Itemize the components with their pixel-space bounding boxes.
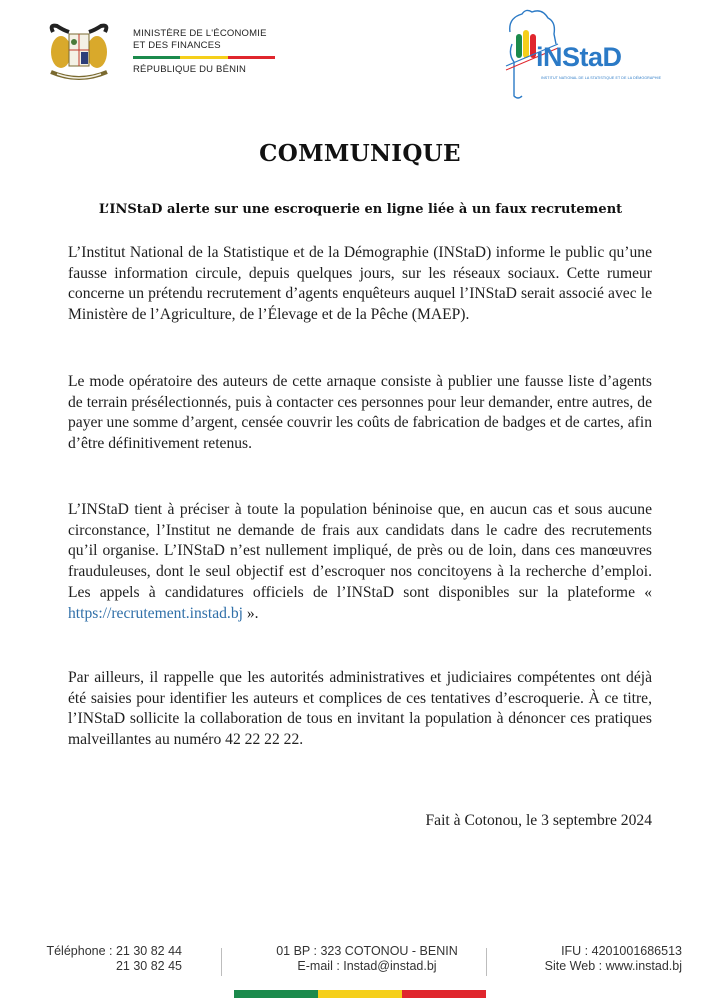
paragraph-4: Par ailleurs, il rappelle que les autorités administratives et judiciaires compétentes ont déjà été saisies pour identifier les auteurs et complices de ces tentatives d’escroquerie. À ce titre, l’INStaD sollicite la collaboration de tous en invitant la population à dénoncer ces pratiques malveillantes au numéro 42 22 22 22.	[68, 669, 652, 749]
flag-stripe	[133, 56, 275, 59]
ministry-line-1: MINISTÈRE DE L'ÉCONOMIE	[133, 28, 267, 39]
document-subtitle: L’INStaD alerte sur une escroquerie en ligne liée à un faux recrutement	[98, 202, 623, 217]
ministry-header	[45, 18, 285, 88]
footer-phone	[46, 944, 182, 974]
footer	[0, 944, 720, 978]
footer-flag-bar	[234, 990, 486, 998]
ifu-number: IFU : 4201001686513	[561, 944, 682, 958]
paragraph-1: L’Institut National de la Statistique et de la Démographie (INStaD) informe le public qu’une fausse information circule, depuis quelques jours, sur les réseaux sociaux. Cette rumeur concerne un prétendu recrutement d’agents enquêteurs auquel l’INStaD serait associé avec le Ministère de l’Agriculture, de l’Élevage et de la Pêche (MAEP).	[68, 244, 652, 324]
footer-divider	[221, 948, 222, 976]
footer-ids	[545, 944, 682, 974]
footer-address	[251, 944, 483, 974]
ministry-name	[133, 28, 275, 76]
instad-logo-text: iNStaD	[536, 42, 622, 72]
ministry-line-2: ET DES FINANCES	[133, 40, 221, 51]
instad-logo	[498, 4, 668, 104]
signoff: Fait à Cotonou, le 3 septembre 2024	[425, 812, 652, 829]
email-address: E-mail : Instad@instad.bj	[297, 959, 437, 973]
footer-divider	[486, 948, 487, 976]
paragraph-3	[68, 500, 652, 624]
instad-logo-subtitle: INSTITUT NATIONAL DE LA STATISTIQUE ET DE LA DÉMOGRAPHIE	[541, 76, 662, 80]
document-title: COMMUNIQUE	[259, 140, 461, 167]
postal-address: 01 BP : 323 COTONOU - BENIN	[276, 944, 458, 958]
republic-name: RÉPUBLIQUE DU BÉNIN	[133, 64, 247, 75]
coat-of-arms-icon	[47, 22, 111, 84]
phone-2: 21 30 82 45	[115, 959, 182, 973]
website: Site Web : www.instad.bj	[544, 959, 682, 973]
recruitment-link[interactable]: https://recrutement.instad.bj	[68, 604, 243, 622]
link-suffix: ».	[242, 604, 259, 622]
paragraph-2: Le mode opératoire des auteurs de cette arnaque consiste à publier une fausse liste d’agents de terrain présélectionnés, puis à contacter ces personnes pour leur demander, entre autres, de payer une somme d’argent, censée couvrir les coûts de fabrication de badges et de cartes, afin d’être définitivement retenus.	[68, 373, 652, 453]
paragraph-3-text: L’INStaD tient à préciser à toute la population béninoise que, en aucun cas et sous aucune circonstance, l’Institut ne demande de frais aux candidats dans le cadre des recrutements qu’il organise. L’INStaD n’est nullement impliqué, de près ou de loin, dans ces manœuvres frauduleuses, dont le seul objectif est d’escroquer nos concitoyens à la recherche d’emploi. Les appels à candidatures officiels de l’INStaD sont disponibles sur la plateforme «	[68, 501, 652, 601]
phone-1: Téléphone : 21 30 82 44	[46, 944, 182, 958]
